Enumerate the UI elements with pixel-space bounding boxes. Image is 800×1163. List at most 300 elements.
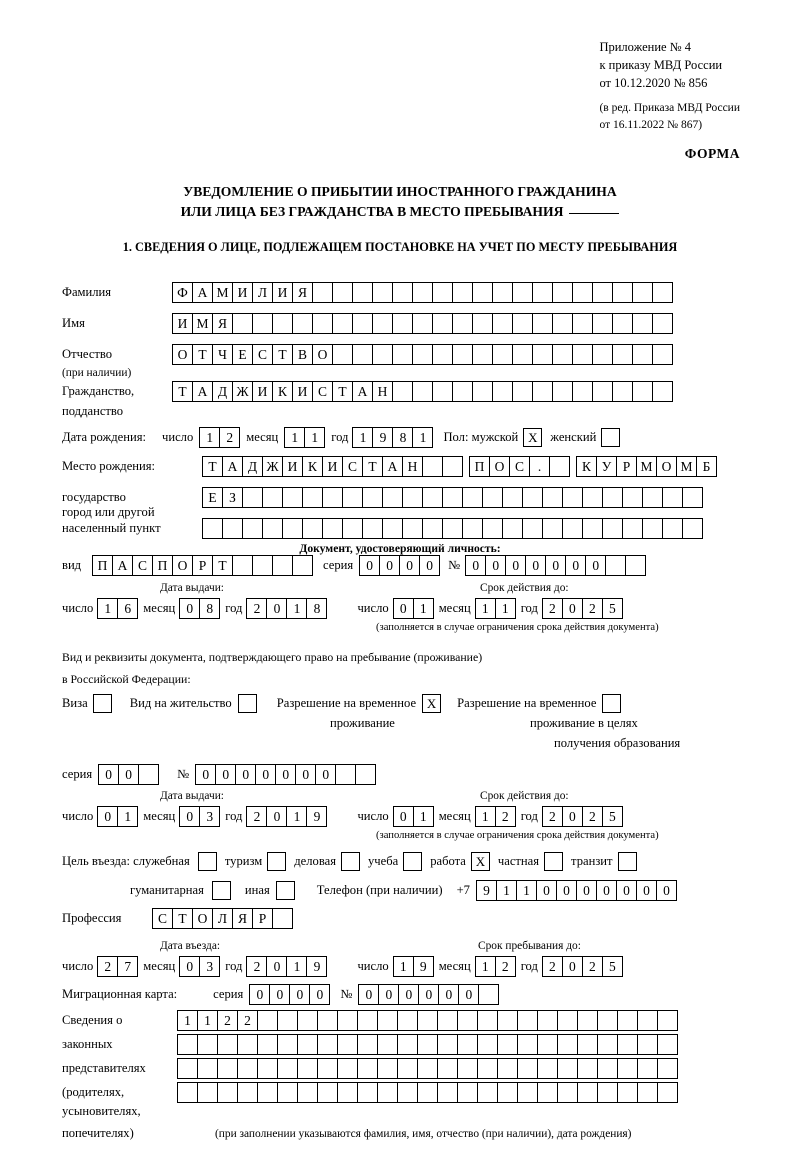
char-cell[interactable] — [337, 1058, 358, 1079]
char-cell[interactable] — [262, 518, 283, 539]
char-cell[interactable]: А — [192, 381, 213, 402]
char-cell[interactable]: 0 — [179, 806, 200, 827]
char-cell[interactable]: Т — [172, 908, 193, 929]
char-cell[interactable] — [597, 1058, 618, 1079]
char-cell[interactable] — [412, 344, 433, 365]
char-cell[interactable] — [457, 1058, 478, 1079]
char-cell[interactable]: 0 — [315, 764, 336, 785]
char-cell[interactable]: 1 — [475, 806, 496, 827]
char-cell[interactable] — [662, 518, 683, 539]
char-cell[interactable] — [332, 344, 353, 365]
doc-series-cells[interactable] — [359, 555, 440, 576]
char-cell[interactable]: К — [272, 381, 293, 402]
char-cell[interactable] — [377, 1058, 398, 1079]
char-cell[interactable]: 1 — [413, 806, 434, 827]
char-cell[interactable] — [372, 313, 393, 334]
right-valid-month-cells[interactable] — [475, 806, 516, 827]
char-cell[interactable]: И — [232, 282, 253, 303]
char-cell[interactable]: 0 — [465, 555, 486, 576]
char-cell[interactable]: 1 — [286, 806, 307, 827]
char-cell[interactable] — [557, 1010, 578, 1031]
char-cell[interactable] — [202, 518, 223, 539]
char-cell[interactable] — [592, 344, 613, 365]
char-cell[interactable] — [617, 1058, 638, 1079]
char-cell[interactable]: 1 — [412, 427, 433, 448]
char-cell[interactable] — [632, 313, 653, 334]
char-cell[interactable]: 9 — [306, 956, 327, 977]
char-cell[interactable] — [657, 1034, 678, 1055]
char-cell[interactable]: 0 — [359, 555, 380, 576]
char-cell[interactable] — [397, 1082, 418, 1103]
char-cell[interactable] — [662, 487, 683, 508]
char-cell[interactable]: 6 — [117, 598, 138, 619]
birth-month-cells[interactable] — [284, 427, 325, 448]
char-cell[interactable] — [292, 555, 313, 576]
checkbox-edu-residence[interactable] — [602, 694, 621, 713]
char-cell[interactable] — [242, 518, 263, 539]
migration-number-cells[interactable] — [358, 984, 499, 1005]
migration-series-cells[interactable] — [249, 984, 330, 1005]
char-cell[interactable] — [652, 282, 673, 303]
char-cell[interactable] — [492, 313, 513, 334]
char-cell[interactable] — [297, 1082, 318, 1103]
char-cell[interactable] — [492, 282, 513, 303]
char-cell[interactable]: 8 — [306, 598, 327, 619]
char-cell[interactable]: 0 — [393, 806, 414, 827]
char-cell[interactable]: 0 — [556, 880, 577, 901]
char-cell[interactable] — [537, 1058, 558, 1079]
char-cell[interactable] — [297, 1058, 318, 1079]
char-cell[interactable] — [562, 518, 583, 539]
char-cell[interactable] — [532, 344, 553, 365]
char-cell[interactable]: 2 — [246, 956, 267, 977]
char-cell[interactable] — [417, 1034, 438, 1055]
birthplace-state-cells[interactable] — [202, 456, 463, 477]
char-cell[interactable] — [657, 1082, 678, 1103]
char-cell[interactable] — [552, 313, 573, 334]
char-cell[interactable] — [442, 487, 463, 508]
legal-rep-row3-cells[interactable] — [177, 1058, 678, 1079]
char-cell[interactable]: 0 — [458, 984, 479, 1005]
char-cell[interactable] — [549, 456, 570, 477]
char-cell[interactable] — [332, 282, 353, 303]
char-cell[interactable] — [537, 1010, 558, 1031]
char-cell[interactable]: Н — [402, 456, 423, 477]
char-cell[interactable] — [522, 487, 543, 508]
char-cell[interactable]: П — [92, 555, 113, 576]
char-cell[interactable] — [302, 518, 323, 539]
char-cell[interactable] — [197, 1034, 218, 1055]
checkbox-sex-female[interactable] — [601, 428, 620, 447]
char-cell[interactable] — [217, 1058, 238, 1079]
char-cell[interactable] — [432, 381, 453, 402]
checkbox-business[interactable] — [341, 852, 360, 871]
char-cell[interactable]: 7 — [117, 956, 138, 977]
char-cell[interactable]: 0 — [536, 880, 557, 901]
char-cell[interactable]: 1 — [304, 427, 325, 448]
char-cell[interactable] — [532, 282, 553, 303]
entry-day-cells[interactable] — [97, 956, 138, 977]
char-cell[interactable]: 1 — [197, 1010, 218, 1031]
char-cell[interactable] — [532, 313, 553, 334]
char-cell[interactable] — [557, 1034, 578, 1055]
char-cell[interactable]: 0 — [393, 598, 414, 619]
char-cell[interactable] — [577, 1058, 598, 1079]
char-cell[interactable]: М — [212, 282, 233, 303]
char-cell[interactable] — [477, 1010, 498, 1031]
char-cell[interactable]: П — [152, 555, 173, 576]
char-cell[interactable] — [337, 1034, 358, 1055]
stay-day-cells[interactable] — [393, 956, 434, 977]
birthplace-city-line3-cells[interactable] — [202, 518, 703, 539]
checkbox-residence[interactable] — [238, 694, 257, 713]
char-cell[interactable] — [642, 487, 663, 508]
char-cell[interactable] — [462, 487, 483, 508]
char-cell[interactable] — [237, 1058, 258, 1079]
char-cell[interactable]: 0 — [215, 764, 236, 785]
char-cell[interactable] — [177, 1082, 198, 1103]
char-cell[interactable]: 0 — [255, 764, 276, 785]
char-cell[interactable] — [357, 1010, 378, 1031]
char-cell[interactable]: 0 — [378, 984, 399, 1005]
stay-year-cells[interactable] — [542, 956, 623, 977]
char-cell[interactable]: 0 — [576, 880, 597, 901]
doc-issue-year-cells[interactable] — [246, 598, 327, 619]
char-cell[interactable] — [517, 1010, 538, 1031]
checkbox-temp-residence[interactable]: X — [422, 694, 441, 713]
char-cell[interactable] — [472, 282, 493, 303]
char-cell[interactable]: Я — [212, 313, 233, 334]
char-cell[interactable]: 1 — [97, 598, 118, 619]
checkbox-private[interactable] — [544, 852, 563, 871]
char-cell[interactable] — [517, 1034, 538, 1055]
char-cell[interactable]: 0 — [195, 764, 216, 785]
char-cell[interactable]: 9 — [476, 880, 497, 901]
birth-day-cells[interactable] — [199, 427, 240, 448]
char-cell[interactable]: 0 — [565, 555, 586, 576]
char-cell[interactable] — [517, 1082, 538, 1103]
char-cell[interactable] — [422, 456, 443, 477]
char-cell[interactable] — [382, 487, 403, 508]
char-cell[interactable] — [377, 1082, 398, 1103]
char-cell[interactable] — [632, 344, 653, 365]
checkbox-work[interactable]: X — [471, 852, 490, 871]
char-cell[interactable]: Ж — [262, 456, 283, 477]
char-cell[interactable] — [282, 518, 303, 539]
char-cell[interactable] — [457, 1034, 478, 1055]
char-cell[interactable] — [577, 1010, 598, 1031]
char-cell[interactable] — [442, 456, 463, 477]
char-cell[interactable]: С — [152, 908, 173, 929]
char-cell[interactable] — [522, 518, 543, 539]
char-cell[interactable] — [352, 282, 373, 303]
char-cell[interactable]: 1 — [516, 880, 537, 901]
char-cell[interactable] — [237, 1034, 258, 1055]
char-cell[interactable]: 1 — [117, 806, 138, 827]
citizenship-cells[interactable] — [172, 381, 673, 402]
char-cell[interactable]: П — [469, 456, 490, 477]
char-cell[interactable] — [597, 1034, 618, 1055]
char-cell[interactable]: 0 — [179, 598, 200, 619]
char-cell[interactable] — [617, 1010, 638, 1031]
char-cell[interactable]: 2 — [582, 598, 603, 619]
char-cell[interactable] — [457, 1010, 478, 1031]
char-cell[interactable]: 0 — [562, 598, 583, 619]
char-cell[interactable] — [492, 381, 513, 402]
char-cell[interactable]: 0 — [295, 764, 316, 785]
char-cell[interactable] — [317, 1058, 338, 1079]
char-cell[interactable] — [477, 1034, 498, 1055]
char-cell[interactable]: Р — [616, 456, 637, 477]
char-cell[interactable] — [652, 344, 673, 365]
legal-rep-row4-cells[interactable] — [177, 1082, 678, 1103]
char-cell[interactable] — [437, 1010, 458, 1031]
char-cell[interactable] — [392, 313, 413, 334]
char-cell[interactable]: 2 — [495, 806, 516, 827]
char-cell[interactable] — [412, 381, 433, 402]
char-cell[interactable] — [337, 1082, 358, 1103]
char-cell[interactable]: 2 — [219, 427, 240, 448]
char-cell[interactable] — [422, 518, 443, 539]
char-cell[interactable] — [637, 1082, 658, 1103]
char-cell[interactable]: 1 — [496, 880, 517, 901]
char-cell[interactable]: 5 — [602, 806, 623, 827]
char-cell[interactable] — [605, 555, 626, 576]
char-cell[interactable] — [197, 1082, 218, 1103]
char-cell[interactable] — [562, 487, 583, 508]
char-cell[interactable] — [357, 1082, 378, 1103]
char-cell[interactable]: К — [302, 456, 323, 477]
char-cell[interactable] — [272, 313, 293, 334]
char-cell[interactable] — [232, 555, 253, 576]
checkbox-tourism[interactable] — [267, 852, 286, 871]
char-cell[interactable] — [432, 282, 453, 303]
char-cell[interactable] — [637, 1034, 658, 1055]
char-cell[interactable] — [622, 487, 643, 508]
char-cell[interactable] — [477, 1058, 498, 1079]
char-cell[interactable] — [257, 1010, 278, 1031]
char-cell[interactable]: 1 — [495, 598, 516, 619]
char-cell[interactable]: А — [382, 456, 403, 477]
char-cell[interactable]: З — [222, 487, 243, 508]
char-cell[interactable]: Л — [252, 282, 273, 303]
char-cell[interactable] — [462, 518, 483, 539]
right-issue-day-cells[interactable] — [97, 806, 138, 827]
char-cell[interactable] — [402, 518, 423, 539]
char-cell[interactable] — [252, 555, 273, 576]
char-cell[interactable] — [262, 487, 283, 508]
char-cell[interactable] — [257, 1058, 278, 1079]
char-cell[interactable]: И — [272, 282, 293, 303]
char-cell[interactable]: 5 — [602, 598, 623, 619]
char-cell[interactable] — [577, 1082, 598, 1103]
char-cell[interactable]: А — [192, 282, 213, 303]
char-cell[interactable] — [682, 487, 703, 508]
char-cell[interactable] — [272, 908, 293, 929]
char-cell[interactable] — [272, 555, 293, 576]
doc-valid-year-cells[interactable] — [542, 598, 623, 619]
char-cell[interactable]: 3 — [199, 956, 220, 977]
char-cell[interactable]: 2 — [217, 1010, 238, 1031]
char-cell[interactable]: 8 — [199, 598, 220, 619]
char-cell[interactable]: 1 — [286, 598, 307, 619]
char-cell[interactable] — [242, 487, 263, 508]
char-cell[interactable]: 0 — [235, 764, 256, 785]
checkbox-study[interactable] — [403, 852, 422, 871]
char-cell[interactable]: 1 — [199, 427, 220, 448]
char-cell[interactable] — [297, 1034, 318, 1055]
char-cell[interactable]: 0 — [656, 880, 677, 901]
char-cell[interactable]: И — [172, 313, 193, 334]
char-cell[interactable]: 0 — [399, 555, 420, 576]
char-cell[interactable] — [612, 313, 633, 334]
right-series-cells[interactable] — [98, 764, 159, 785]
char-cell[interactable]: О — [172, 555, 193, 576]
char-cell[interactable] — [352, 313, 373, 334]
char-cell[interactable] — [572, 344, 593, 365]
char-cell[interactable] — [512, 282, 533, 303]
phone-cells[interactable] — [476, 880, 677, 901]
char-cell[interactable]: О — [656, 456, 677, 477]
char-cell[interactable]: 1 — [177, 1010, 198, 1031]
char-cell[interactable]: А — [222, 456, 243, 477]
entry-month-cells[interactable] — [179, 956, 220, 977]
char-cell[interactable] — [332, 313, 353, 334]
char-cell[interactable] — [582, 487, 603, 508]
char-cell[interactable]: 2 — [246, 598, 267, 619]
char-cell[interactable]: Т — [212, 555, 233, 576]
char-cell[interactable]: 0 — [266, 956, 287, 977]
patronymic-cells[interactable] — [172, 344, 673, 365]
char-cell[interactable] — [432, 344, 453, 365]
char-cell[interactable] — [302, 487, 323, 508]
char-cell[interactable] — [322, 518, 343, 539]
char-cell[interactable] — [512, 381, 533, 402]
birthplace-city-part1-cells[interactable] — [469, 456, 570, 477]
char-cell[interactable] — [317, 1010, 338, 1031]
char-cell[interactable] — [392, 344, 413, 365]
char-cell[interactable] — [512, 344, 533, 365]
char-cell[interactable]: . — [529, 456, 550, 477]
char-cell[interactable] — [472, 381, 493, 402]
char-cell[interactable]: 2 — [542, 806, 563, 827]
birthplace-city-line2-cells[interactable] — [202, 487, 703, 508]
char-cell[interactable]: О — [312, 344, 333, 365]
char-cell[interactable] — [442, 518, 463, 539]
char-cell[interactable] — [557, 1082, 578, 1103]
doc-valid-day-cells[interactable] — [393, 598, 434, 619]
char-cell[interactable]: Ф — [172, 282, 193, 303]
char-cell[interactable] — [397, 1010, 418, 1031]
char-cell[interactable] — [637, 1010, 658, 1031]
char-cell[interactable]: 2 — [542, 598, 563, 619]
char-cell[interactable]: 2 — [237, 1010, 258, 1031]
char-cell[interactable] — [497, 1034, 518, 1055]
char-cell[interactable]: 2 — [246, 806, 267, 827]
right-valid-day-cells[interactable] — [393, 806, 434, 827]
char-cell[interactable]: 0 — [505, 555, 526, 576]
char-cell[interactable] — [197, 1058, 218, 1079]
char-cell[interactable] — [477, 1082, 498, 1103]
char-cell[interactable] — [577, 1034, 598, 1055]
char-cell[interactable]: К — [576, 456, 597, 477]
char-cell[interactable] — [452, 381, 473, 402]
char-cell[interactable]: Д — [212, 381, 233, 402]
char-cell[interactable]: Т — [172, 381, 193, 402]
doc-issue-day-cells[interactable] — [97, 598, 138, 619]
char-cell[interactable] — [277, 1082, 298, 1103]
char-cell[interactable] — [537, 1082, 558, 1103]
doc-issue-month-cells[interactable] — [179, 598, 220, 619]
char-cell[interactable] — [452, 344, 473, 365]
char-cell[interactable] — [292, 313, 313, 334]
char-cell[interactable]: 0 — [562, 956, 583, 977]
char-cell[interactable] — [542, 487, 563, 508]
char-cell[interactable] — [432, 313, 453, 334]
char-cell[interactable] — [382, 518, 403, 539]
char-cell[interactable]: 0 — [266, 806, 287, 827]
char-cell[interactable]: Я — [232, 908, 253, 929]
char-cell[interactable]: И — [282, 456, 303, 477]
char-cell[interactable] — [335, 764, 356, 785]
char-cell[interactable]: Е — [232, 344, 253, 365]
birth-year-cells[interactable] — [352, 427, 433, 448]
char-cell[interactable] — [502, 518, 523, 539]
char-cell[interactable] — [372, 282, 393, 303]
entry-year-cells[interactable] — [246, 956, 327, 977]
char-cell[interactable]: 9 — [413, 956, 434, 977]
legal-rep-row2-cells[interactable] — [177, 1034, 678, 1055]
char-cell[interactable]: Н — [372, 381, 393, 402]
char-cell[interactable]: А — [112, 555, 133, 576]
char-cell[interactable]: 0 — [585, 555, 606, 576]
char-cell[interactable] — [322, 487, 343, 508]
checkbox-humanitarian[interactable] — [212, 881, 231, 900]
birthplace-city-part2-cells[interactable] — [576, 456, 717, 477]
char-cell[interactable] — [502, 487, 523, 508]
char-cell[interactable]: 0 — [596, 880, 617, 901]
char-cell[interactable] — [572, 381, 593, 402]
char-cell[interactable]: 0 — [418, 984, 439, 1005]
char-cell[interactable]: 0 — [269, 984, 290, 1005]
char-cell[interactable]: 0 — [616, 880, 637, 901]
char-cell[interactable]: 2 — [495, 956, 516, 977]
checkbox-purpose-service[interactable] — [198, 852, 217, 871]
char-cell[interactable]: 3 — [199, 806, 220, 827]
right-valid-year-cells[interactable] — [542, 806, 623, 827]
char-cell[interactable] — [542, 518, 563, 539]
char-cell[interactable]: С — [312, 381, 333, 402]
char-cell[interactable]: Я — [292, 282, 313, 303]
char-cell[interactable] — [402, 487, 423, 508]
char-cell[interactable]: С — [252, 344, 273, 365]
char-cell[interactable] — [342, 518, 363, 539]
char-cell[interactable] — [497, 1010, 518, 1031]
char-cell[interactable]: 9 — [372, 427, 393, 448]
char-cell[interactable]: 1 — [413, 598, 434, 619]
char-cell[interactable]: 0 — [379, 555, 400, 576]
char-cell[interactable] — [682, 518, 703, 539]
char-cell[interactable]: 0 — [309, 984, 330, 1005]
char-cell[interactable] — [557, 1058, 578, 1079]
char-cell[interactable] — [422, 487, 443, 508]
checkbox-transit[interactable] — [618, 852, 637, 871]
char-cell[interactable] — [362, 487, 383, 508]
char-cell[interactable]: 1 — [286, 956, 307, 977]
char-cell[interactable]: Р — [252, 908, 273, 929]
name-cells[interactable] — [172, 313, 673, 334]
char-cell[interactable] — [652, 313, 673, 334]
